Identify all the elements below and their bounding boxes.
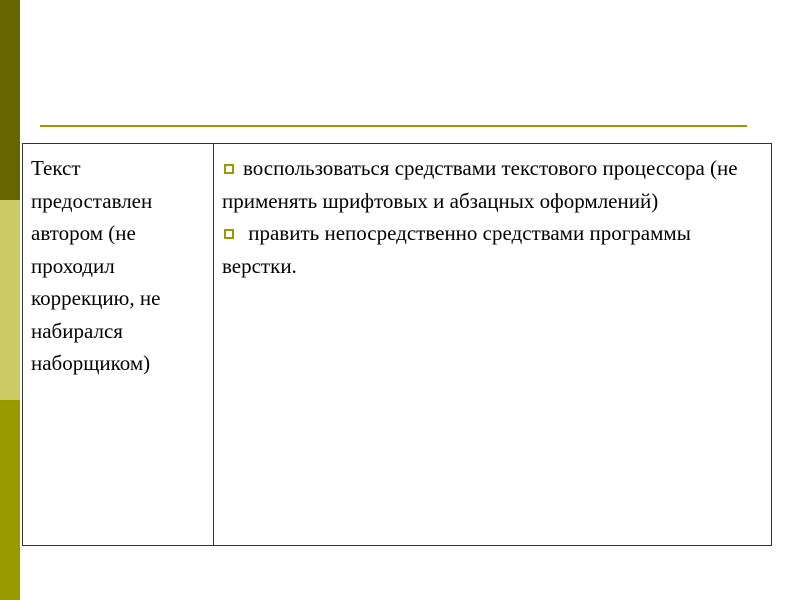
list-item: [222, 152, 761, 217]
table-cell-right: [214, 144, 771, 545]
title-divider-line: [40, 125, 747, 127]
content-table: [22, 143, 772, 546]
list-item-text: воспользоваться средствами текстового процессора (не применять шрифтовых и абзацных оформлений): [222, 156, 738, 213]
hollow-square-bullet-icon: [224, 229, 234, 239]
list-item: [222, 217, 761, 282]
list-item-text: править непосредственно средствами программы верстки.: [222, 221, 691, 278]
hollow-square-bullet-icon: [224, 164, 234, 174]
sidebar-band-bottom: [0, 400, 20, 600]
sidebar-band-top: [0, 0, 20, 200]
table-cell-left: Текст предоставлен автором (не проходил коррекцию, не набирался наборщиком): [23, 144, 214, 545]
sidebar-band-middle: [0, 200, 20, 400]
